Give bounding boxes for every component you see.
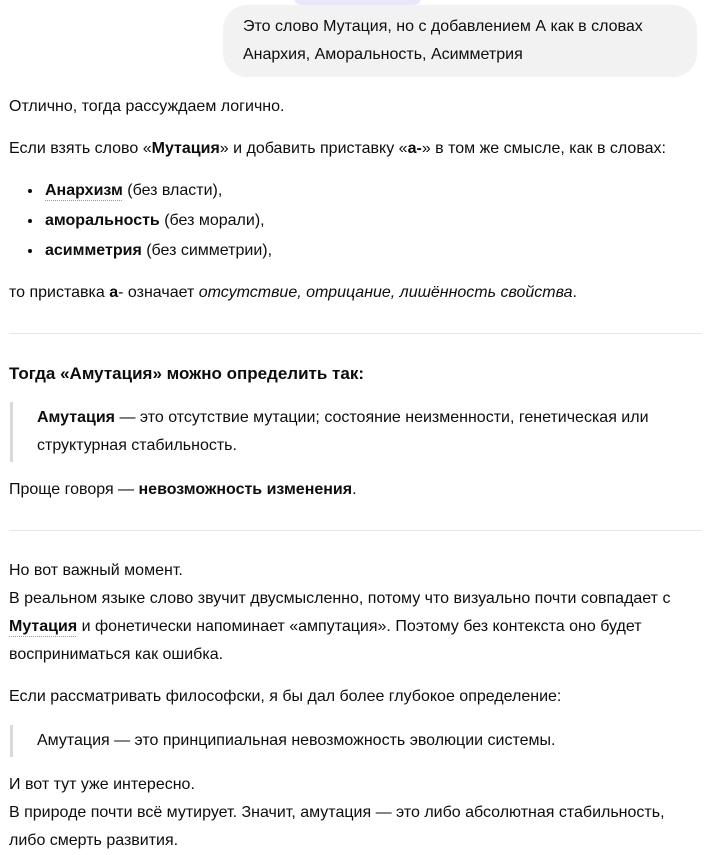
section-heading-definition: Тогда «Амутация» можно определить так: [9,364,364,383]
italic-segment: отсутствие, отрицание, лишённость свойства [198,284,573,301]
bold-term: асимметрия [45,242,142,259]
text-segment: Если взять слово « [9,140,152,157]
bold-term-prefix: а- [407,140,422,157]
text-segment: — это отсутствие мутации; состояние неизменности, генетическая или структурная стабильность. [37,409,649,454]
paragraph-prefix-meaning [9,279,702,307]
text-segment: » в том же смысле, как в словах: [421,140,666,157]
divider [9,333,702,334]
paragraph-philosophy-intro [9,683,702,711]
paragraph-important-point [9,557,702,669]
user-message-row [0,0,711,77]
bold-term-mutation: Мутация [151,140,220,157]
text-segment: то приставка [9,284,110,301]
text-segment: Но вот важный момент. [9,562,183,579]
dotted-underline-term: Анархизм [45,182,123,199]
text-segment: . [352,481,357,498]
divider [9,530,702,531]
bold-term-a: а [109,284,119,301]
text-segment: (без симметрии), [141,242,273,259]
text-segment: В реальном языке слово звучит двусмысленно, потому что визуально почти совпадает с [9,590,671,607]
paragraph-opening [9,93,702,121]
list-item-amorality [43,207,702,235]
text-segment: Отлично, тогда рассуждаем логично. [9,98,285,115]
prefix-examples-list [9,177,702,265]
text-segment: Амутация — это принципиальная невозможность эволюции системы. [37,732,556,749]
bold-phrase-impossibility: невозможность изменения [138,481,353,498]
list-item-asymmetry [43,237,702,265]
text-segment: (без морали), [159,212,265,229]
text-segment: - означает [118,284,199,301]
text-segment: и фонетически напоминает «ампутация». Поэтому без контекста оно будет восприниматься как ошибка. [9,618,642,663]
text-segment: . [572,284,577,301]
paragraph-conclusion [9,771,702,855]
paragraph-premise [9,135,702,163]
text-segment: Проще говоря — [9,481,139,498]
text-segment: В природе почти всё мутирует. Значит, амутация — это либо абсолютная стабильность, либо смерть развития. [9,804,665,849]
text-segment: Если рассматривать философски, я бы дал более глубокое определение: [9,688,562,705]
user-message-text: Это слово Мутация, но с добавлением А как в словах Анархия, Аморальность, Асимметрия [243,18,643,63]
bold-term-amutation: Амутация [37,409,116,426]
bold-term: аморальность [45,212,160,229]
definition-blockquote [10,402,702,462]
philosophical-definition-blockquote [10,725,702,757]
text-segment: И вот тут уже интересно. [9,776,195,793]
assistant-message [0,93,711,855]
text-segment: » и добавить приставку « [219,140,408,157]
text-segment: (без власти), [122,182,223,199]
paragraph-simply-put [9,476,702,504]
user-message-bubble [223,5,697,77]
cutoff-top-pill[interactable] [294,0,421,5]
list-item-anarchism [43,177,702,205]
dotted-underline-term-mutation: Мутация [9,618,78,635]
